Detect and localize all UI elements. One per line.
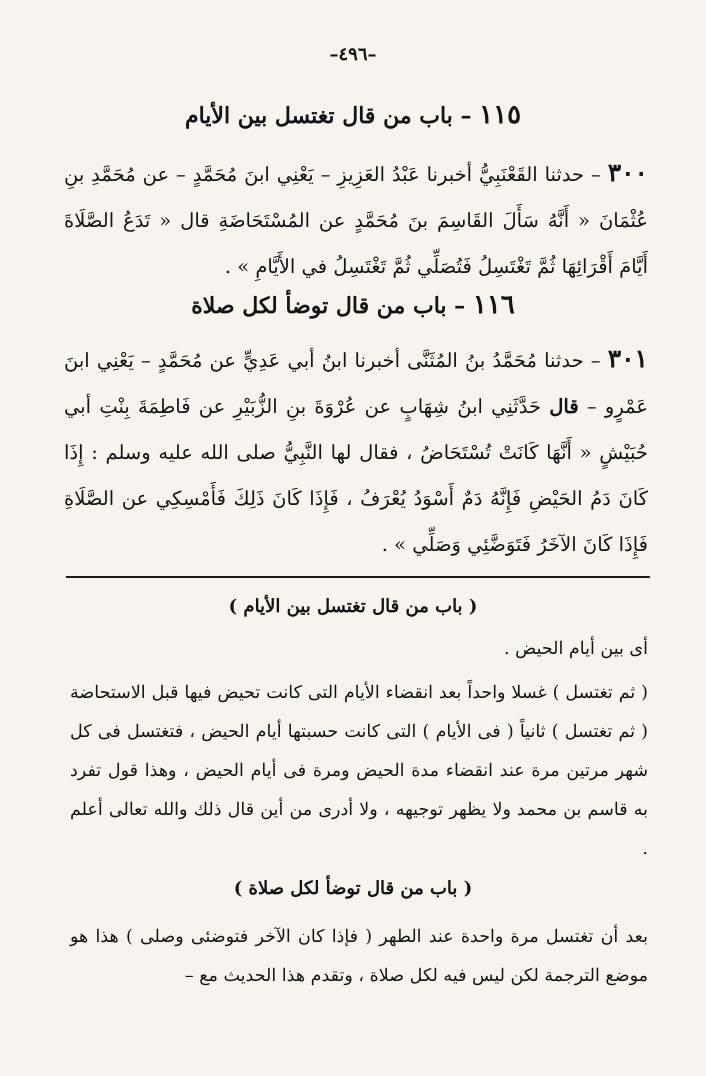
chapter-116-title: – باب من قال توضأ لكل صلاة	[191, 293, 466, 319]
commentary-heading-1: ( باب من قال تغتسل بين الأيام )	[228, 596, 478, 617]
commentary-heading-2: ( باب من قال توضأ لكل صلاة )	[233, 878, 473, 899]
chapter-116-heading	[0, 290, 706, 320]
hadith-300-text: – حدثنا القَعْنَبِيُّ أخبرنا عَبْدُ العَزِيزِ – يَعْنِي ابنَ مُحَمَّدٍ – عن مُحَمَّدِ بنِ عُثْمَانَ « أَنَّهُ سَأَلَ القَاسِمَ بنَ مُحَمَّدٍ عن المُسْتَحَاضَةِ قال « تَدَعُ الصَّلَاةَ أَيَّامَ أَقْرَائِهَا ثُمَّ تَغْتَسِلُ فَتُصَلِّي ثُمَّ تَغْتَسِلُ في الأَيَّامِ » .	[64, 163, 648, 278]
chapter-115-heading	[0, 100, 706, 130]
hadith-301	[64, 336, 648, 568]
chapter-115-number: ١١٥	[479, 100, 522, 130]
hadith-301-text-after: حَدَّثَنِي ابنُ شِهَابٍ عن عُرْوَةَ بنِ الزُّبَيْرِ عن فَاطِمَةَ بِنْتِ أبي حُبَيْشٍ « أَنَّهَا كَانَتْ تُسْتَحَاضُ ، فقال لها النَّبِيُّ صلى الله عليه وسلم : إِذَا كَانَ دَمُ الحَيْضِ فَإِنَّهُ دَمٌ أَسْوَدُ يُعْرَفُ ، فَإِذَا كَانَ ذَلِكَ فَأَمْسِكِي عن الصَّلَاةِ فَإِذَا كَانَ الآخَرُ فَتَوَضَّئِي وَصَلِّي » .	[64, 395, 648, 556]
hadith-301-qala: قال	[549, 395, 579, 418]
hadith-300	[64, 150, 648, 290]
page-number: –٤٩٦–	[329, 44, 377, 65]
commentary-paragraph-1: ( ثم تغتسل ) غسلا واحداً بعد انقضاء الأيام التى كانت تحيض فيها قبل الاستحاضة ( ثم تغتسل ) ثانياً ( فى الأيام ) التى كانت حسبتها أيام الحيض ، فتغتسل فى كل شهر مرتين مرة عند انقضاء مدة الحيض ومرة فى أيام الحيض ، وهذا قول تفرد به قاسم بن محمد ولا يظهر توجيهه ، ولا أدرى من أين قال ذلك والله تعالى أعلم .	[70, 683, 648, 859]
commentary-line-1: أى بين أيام الحيض .	[504, 639, 648, 659]
commentary-paragraph-2: بعد أن تغتسل مرة واحدة عند الطهر ( فإذا كان الآخر فتوضئى وصلى ) هذا هو موضع الترجمة لكن ليس فيه لكل صلاة ، وتقدم هذا الحديث مع –	[70, 927, 648, 986]
hadith-301-text-before: – حدثنا مُحَمَّدُ بنُ المُثَنَّى أخبرنا ابنُ أبي عَدِيٍّ عن مُحَمَّدٍ – يَعْنِي ابنَ عَمْرٍو –	[64, 349, 648, 418]
hadith-301-number: ٣٠١	[607, 344, 648, 373]
hadith-300-number: ٣٠٠	[607, 158, 648, 187]
chapter-115-title: – باب من قال تغتسل بين الأيام	[184, 103, 472, 129]
chapter-116-number: ١١٦	[472, 290, 515, 320]
section-divider	[66, 576, 650, 578]
